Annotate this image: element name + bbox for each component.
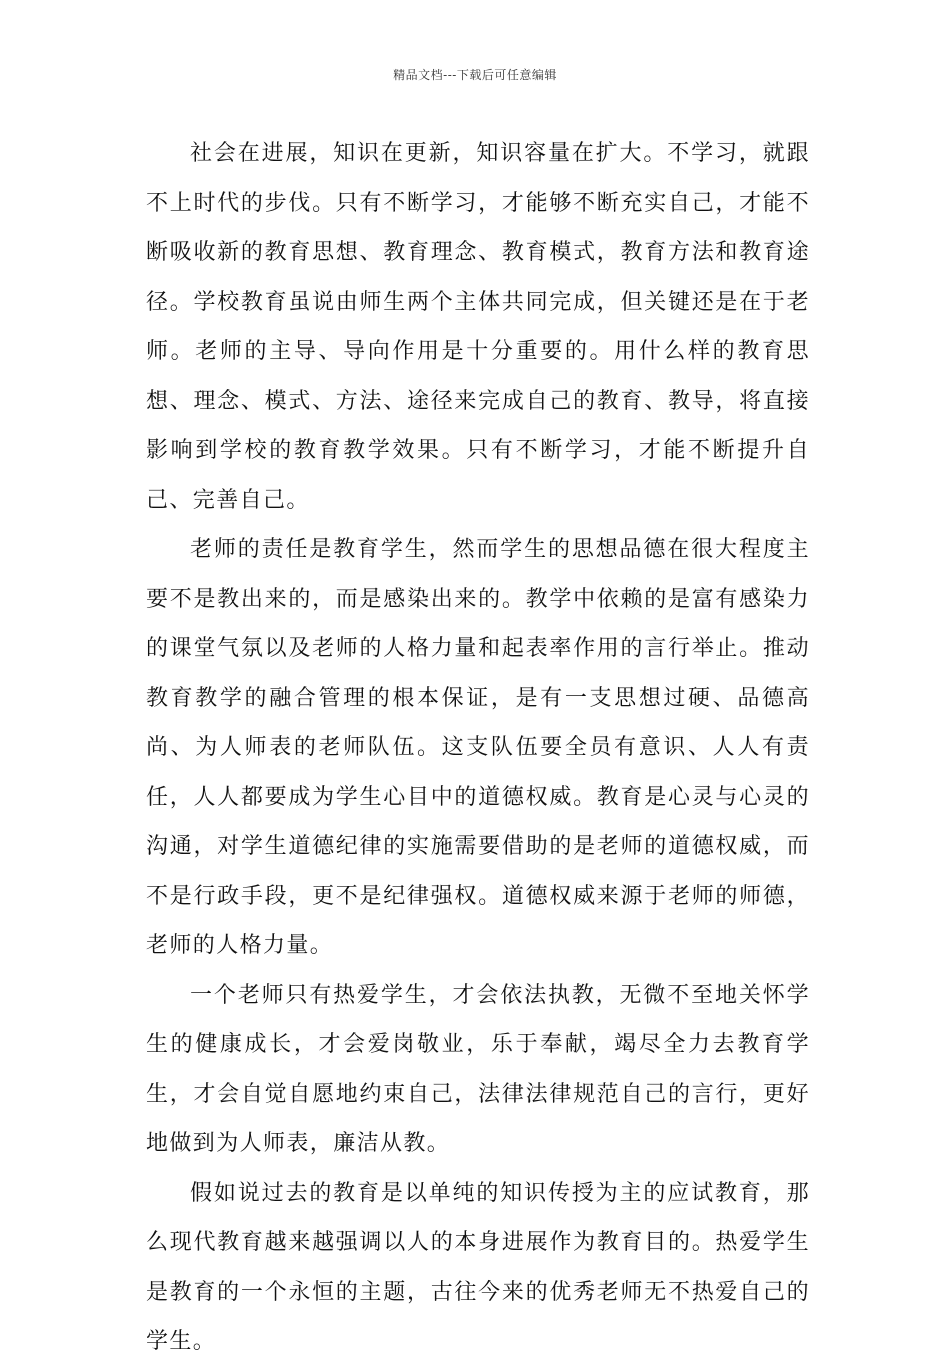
- paragraph-2: 老师的责任是教育学生，然而学生的思想品德在很大程度主要不是教出来的，而是感染出来的。教学中依赖的是富有感染力的课堂气氛以及老师的人格力量和起表率作用的言行举止。推动教育教学的融合管理的根本保证，是有一支思想过硬、品德高尚、为人师表的老师队伍。这支队伍要全员有意识、人人有责任，人人都要成为学生心目中的道德权威。教育是心灵与心灵的沟通，对学生道德纪律的实施需要借助的是老师的道德权威，而不是行政手段，更不是纪律强权。道德权威来源于老师的师德，老师的人格力量。: [146, 537, 810, 958]
- paragraph-1: 社会在进展，知识在更新，知识容量在扩大。不学习，就跟不上时代的步伐。只有不断学习，才能够不断充实自己，才能不断吸收新的教育思想、教育理念、教育模式，教育方法和教育途径。学校教育虽说由师生两个主体共同完成，但关键还是在于老师。老师的主导、导向作用是十分重要的。用什么样的教育思想、理念、模式、方法、途径来完成自己的教育、教导，将直接影响到学校的教育教学效果。只有不断学习，才能不断提升自己、完善自己。: [146, 141, 810, 513]
- page-header: 精品文档---下载后可任意编辑: [393, 68, 557, 82]
- document-body: [146, 129, 810, 1367]
- paragraph-3: 一个老师只有热爱学生，才会依法执教，无微不至地关怀学生的健康成长，才会爱岗敬业，乐于奉献，竭尽全力去教育学生，才会自觉自愿地约束自己，法律法律规范自己的言行，更好地做到为人师表，廉洁从教。: [146, 982, 810, 1156]
- paragraph-4: 假如说过去的教育是以单纯的知识传授为主的应试教育，那么现代教育越来越强调以人的本身进展作为教育目的。热爱学生是教育的一个永恒的主题，古往今来的优秀老师无不热爱自己的学生。: [146, 1180, 810, 1354]
